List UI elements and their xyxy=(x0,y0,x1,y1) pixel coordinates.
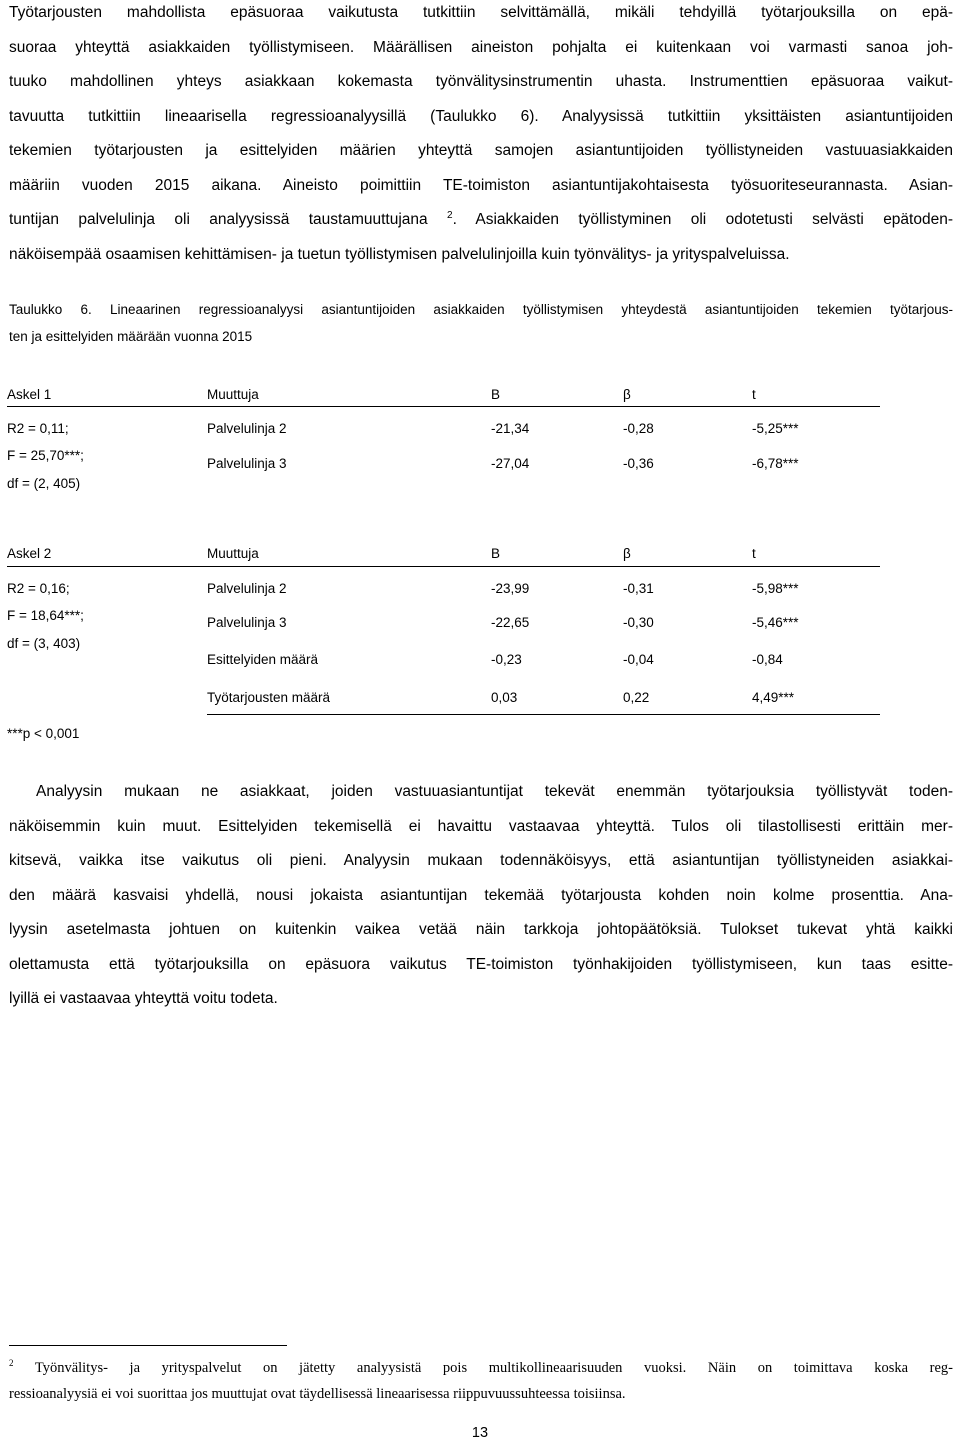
value-beta: -0,30 xyxy=(623,615,654,630)
variable-name: Työtarjousten määrä xyxy=(207,690,331,705)
stat-f: F = 25,70***; xyxy=(7,448,84,463)
text-line-with-footnote xyxy=(9,203,953,238)
text-line: Analyysin mukaan ne asiakkaat, joiden vastuuasiantuntijat tekevät enemmän työtarjouksia työllistyvät toden- xyxy=(36,783,953,800)
value-b: -0,23 xyxy=(491,652,522,667)
value-b: -22,65 xyxy=(491,615,530,630)
variable-name: Palvelulinja 3 xyxy=(207,456,287,471)
footnote-line xyxy=(9,1355,953,1381)
footnote-separator xyxy=(9,1345,287,1346)
text-line: näköisempää osaamisen kehittämisen- ja tuetun työllistymisen palvelulinjoilla kuin työnvälitys- ja yrityspalveluissa. xyxy=(9,245,790,263)
table-bottom-rule xyxy=(207,714,880,715)
stat-df: df = (2, 405) xyxy=(7,476,81,491)
value-b: -21,34 xyxy=(491,421,530,436)
page-number: 13 xyxy=(471,1425,489,1441)
value-t: -0,84 xyxy=(752,652,783,667)
text-line: olettamusta että työtarjouksilla on epäsuora vaikutus TE-toimiston työnhakijoiden työllistymiseen, kun taas esitte- xyxy=(9,955,953,973)
footnote-marker: 2 xyxy=(447,209,453,221)
value-beta: -0,28 xyxy=(623,421,654,436)
header-variable: Muuttuja xyxy=(207,387,259,402)
value-t: 4,49*** xyxy=(752,690,795,705)
footnote xyxy=(9,1355,953,1407)
body-paragraph-2 xyxy=(9,775,953,1017)
value-beta: 0,22 xyxy=(623,690,650,705)
text-line: den määrä kasvaisi yhdellä, nousi jokaista asiantuntijan tekemää työtarjousta kohden noin kolme prosenttia. Ana- xyxy=(9,886,953,904)
text-line: määriin vuoden 2015 aikana. Aineisto poimittiin TE-toimiston asiantuntijakohtaisesta työsuoriteseurannasta. Asian- xyxy=(9,176,953,194)
value-t: -5,25*** xyxy=(752,421,799,436)
table-caption xyxy=(9,296,953,350)
header-t: t xyxy=(752,546,756,561)
value-beta: -0,04 xyxy=(623,652,654,667)
variable-name: Palvelulinja 2 xyxy=(207,421,287,436)
caption-line: Taulukko 6. Lineaarinen regressioanalyysi asiantuntijoiden asiakkaiden työllistymisen yhteydestä asiantuntijoiden tekemien työtarjous- xyxy=(9,302,953,317)
value-beta: -0,31 xyxy=(623,581,654,596)
stat-f: F = 18,64***; xyxy=(7,608,84,623)
stat-df: df = (3, 403) xyxy=(7,636,81,651)
value-beta: -0,36 xyxy=(623,456,654,471)
text-line: tuuko mahdollinen yhteys asiakkaan kokemasta työnvälitysinstrumentin uhasta. Instrumenttien epäsuoraa vaikut- xyxy=(9,73,953,90)
header-step: Askel 2 xyxy=(7,546,52,561)
variable-name: Palvelulinja 3 xyxy=(207,615,287,630)
text-line: lyillä ei vastaavaa yhteyttä voitu todeta. xyxy=(9,990,278,1007)
value-t: -5,98*** xyxy=(752,581,799,596)
table-rule xyxy=(7,406,880,407)
header-variable: Muuttuja xyxy=(207,546,259,561)
footnote-number: 2 xyxy=(9,1358,14,1369)
text-line: kitsevä, vaikka itse vaikutus oli pieni. Analyysin mukaan todennäköisyys, että asiantuntijan työllistyneiden asiakkai- xyxy=(9,852,953,869)
value-t: -6,78*** xyxy=(752,456,799,471)
text-line: tavuutta tutkittiin lineaarisella regressioanalyysillä (Taulukko 6). Analyysissä tutkittiin yksittäisten asiantuntijoiden xyxy=(9,107,953,125)
text-line: Työtarjousten mahdollista epäsuoraa vaikutusta tutkittiin selvittämällä, mikäli tehdyillä työtarjouksilla on epä- xyxy=(9,4,953,21)
value-b: -27,04 xyxy=(491,456,530,471)
header-b: B xyxy=(491,546,501,561)
header-step: Askel 1 xyxy=(7,387,52,402)
value-b: 0,03 xyxy=(491,690,518,705)
header-b: B xyxy=(491,387,501,402)
header-t: t xyxy=(752,387,756,402)
footnote-line: ressioanalyysiä ei voi suorittaa jos muuttujat ovat täydellisessä lineaarisessa riippuvuussuhteessa toisiinsa. xyxy=(9,1386,626,1402)
text-line: suoraa yhteyttä asiakkaiden työllistymiseen. Määrällisen aineiston pohjalta ei kuitenkaan voi varmasti sanoa joh- xyxy=(9,38,953,56)
header-beta: β xyxy=(623,546,631,561)
significance-note: ***p < 0,001 xyxy=(7,726,80,741)
header-beta: β xyxy=(623,387,631,402)
text-segment: tuntijan palvelulinja oli analyysissä taustamuuttujana xyxy=(9,211,428,228)
text-segment: Työnvälitys- ja yrityspalvelut on jätetty analyysistä pois multikollineaarisuuden vuoksi. Näin on toimittava koska reg- xyxy=(13,1360,953,1376)
variable-name: Esittelyiden määrä xyxy=(207,652,319,667)
stat-r2: R2 = 0,16; xyxy=(7,581,70,596)
text-segment: . Asiakkaiden työllistyminen oli odotetusti selvästi epätoden- xyxy=(452,211,953,228)
value-t: -5,46*** xyxy=(752,615,799,630)
body-paragraph-1 xyxy=(9,0,953,272)
text-line: lyysin asetelmasta johtuen on kuitenkin vaikea vetää näin tarkkoja johtopäätöksiä. Tulokset tukevat yhtä kaikki xyxy=(9,921,953,938)
caption-line: ten ja esittelyiden määrään vuonna 2015 xyxy=(9,329,253,344)
text-line: tekemien työtarjousten ja esittelyiden määrien yhteyttä samojen asiantuntijoiden työllistyneiden vastuuasiakkaiden xyxy=(9,142,953,159)
text-line: näköisemmin kuin muut. Esittelyiden tekemisellä ei havaittu vastaavaa yhteyttä. Tulos oli tilastollisesti erittäin mer- xyxy=(9,817,953,835)
value-b: -23,99 xyxy=(491,581,530,596)
table-rule xyxy=(7,566,880,567)
stat-r2: R2 = 0,11; xyxy=(7,421,69,436)
variable-name: Palvelulinja 2 xyxy=(207,581,287,596)
